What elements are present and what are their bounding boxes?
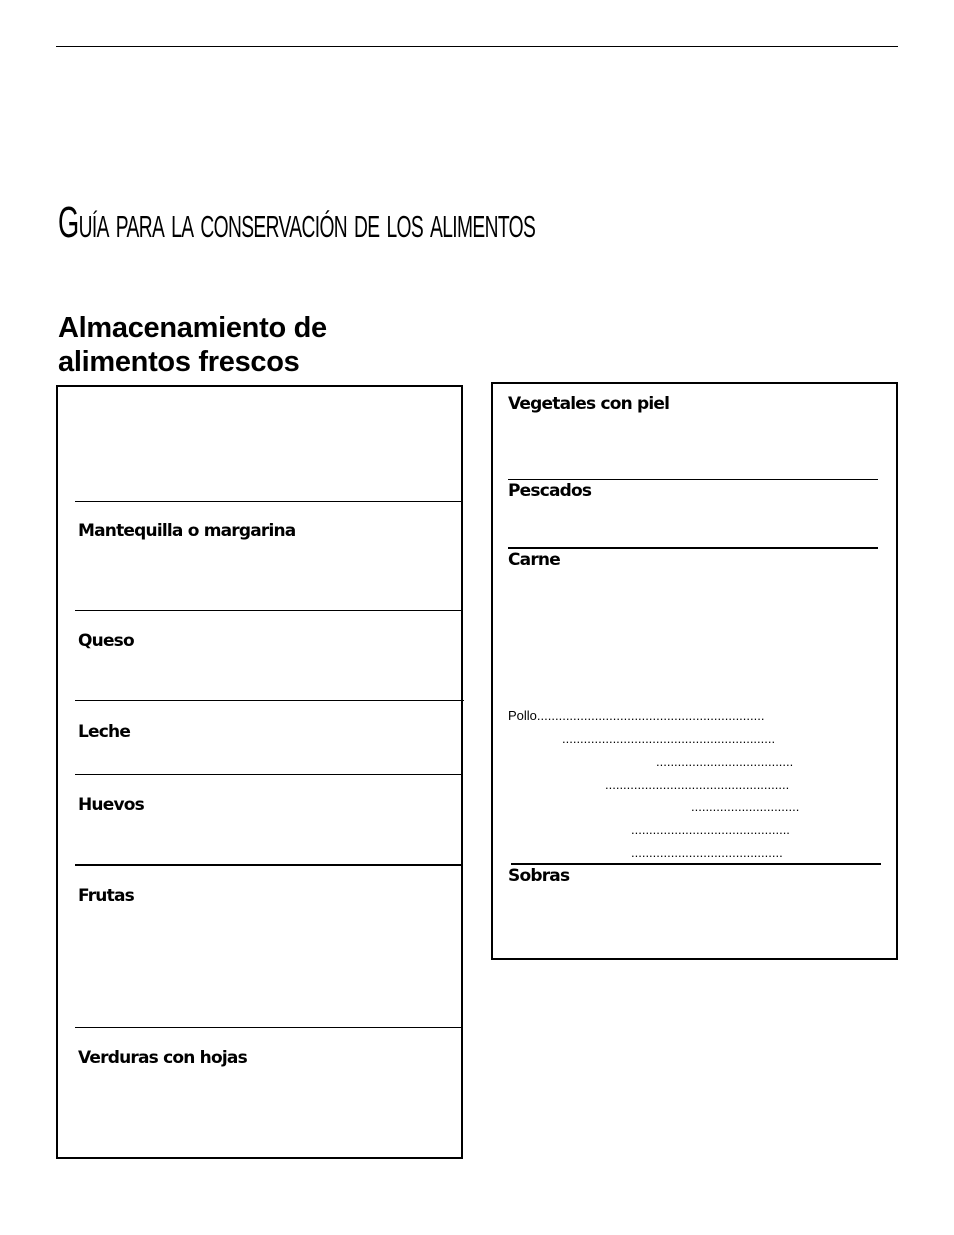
dot-leader: .............................. — [691, 799, 800, 814]
divider — [75, 501, 462, 502]
divider — [511, 863, 881, 865]
divider — [75, 610, 462, 611]
top-rule — [56, 46, 898, 47]
divider — [75, 700, 464, 701]
section-title-line1: Almacenamiento de — [58, 312, 327, 344]
dot-leader: ............................................ — [631, 822, 790, 837]
item-queso: Queso — [78, 631, 134, 651]
item-frutas: Frutas — [78, 886, 134, 906]
page-title: Guía para la conservación de los alimentos — [58, 198, 536, 247]
divider — [508, 479, 878, 480]
item-verduras: Verduras con hojas — [78, 1048, 247, 1068]
dot-leader: ................................................... — [605, 777, 790, 792]
dot-leader: ........................................................... — [562, 731, 776, 746]
section-title — [58, 311, 327, 379]
dot-leader: ............................................................... — [536, 708, 765, 723]
meat-row-pollo — [508, 708, 764, 724]
dot-leader: ...................................... — [656, 754, 794, 769]
item-huevos: Huevos — [78, 795, 144, 815]
divider — [75, 864, 462, 866]
dot-leader: .......................................... — [631, 845, 783, 860]
item-carne: Carne — [508, 550, 560, 570]
meat-row-label: Pollo — [508, 708, 537, 723]
divider — [75, 1027, 462, 1028]
divider — [508, 547, 878, 549]
item-pescados: Pescados — [508, 481, 592, 501]
divider — [75, 774, 462, 775]
item-vegetales: Vegetales con piel — [508, 394, 670, 414]
item-leche: Leche — [78, 722, 131, 742]
section-title-line2: alimentos frescos — [58, 346, 300, 378]
item-sobras: Sobras — [508, 866, 570, 886]
item-mantequilla: Mantequilla o margarina — [78, 521, 296, 541]
